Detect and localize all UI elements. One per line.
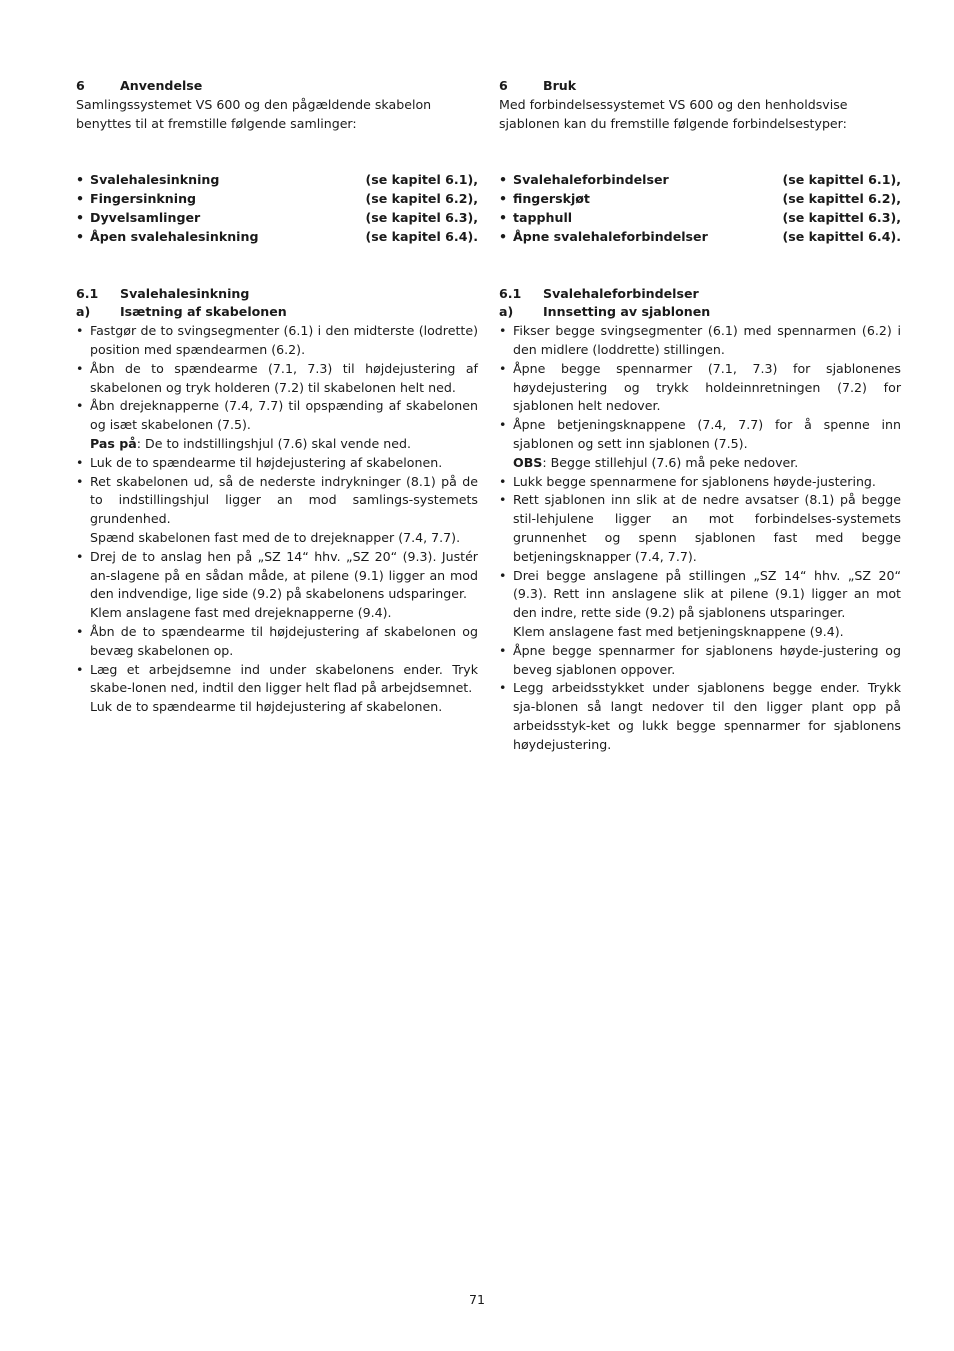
page-number: 71 (468, 1292, 486, 1307)
list-item: • Legg arbeidsstykket under sjablonens begge ender. Trykk sja-blonen så langt nedover til den ligger plant opp på arbeidsstyk-ket og lukk begge spennarmer for sjablonens høydejustering. (499, 679, 901, 754)
list-item: • Drej de to anslag hen på „SZ 14“ hhv. „SZ 20“ (9.3). Justér an-slagene på en sådan måde, at pilene (9.1) ligger an mod den indvendige, lige side (9.2) på skabelonens udsparinger. Klem anslagene fast med drejeknapperne (9.4). (76, 548, 478, 623)
left-column (76, 77, 478, 717)
list-item: • Drei begge anslagene på stillingen „SZ 14“ hhv. „SZ 20“ (9.3). Rett inn anslagene slik at pilene (9.1) ligger an mot den indre, rette side (9.2) på sjablonens utsparinger. Klem anslagene fast med betjeningsknappene (9.4). (499, 567, 901, 642)
section-number: 6 (76, 78, 85, 93)
section-title: Bruk (543, 78, 577, 93)
list-item: • Åpne betjeningsknappene (7.4, 7.7) for å spenne inn sjablonen og sett inn sjablonen (7.5). (499, 416, 901, 454)
note-label: OBS (513, 454, 543, 470)
subsection-heading: 6.1 Svalehaleforbindelser (499, 285, 699, 301)
list-item: • Åpne begge spennarmer (7.1, 7.3) for sjablonenes høydejustering og trykk holdeinnretningen (7.2) for sjablonen helt nedover. (499, 360, 901, 416)
list-item: • Lukk begge spennarmene for sjablonens høyde-justering. (499, 473, 901, 492)
instruction-list (499, 322, 901, 454)
note (76, 435, 478, 454)
note (499, 454, 901, 473)
note-text: : Begge stillehjul (7.6) må peke nedover. (542, 454, 799, 470)
list-item: • Åpen svalehalesinkning (se kapitel 6.4). (76, 228, 478, 244)
section-number: 6 (499, 78, 508, 93)
list-item: • Læg et arbejdsemne ind under skabelonens ender. Tryk skabe-lonen ned, indtil den ligger helt flad på arbejdsemnet. Luk de to spændearme til højdejustering af skabelonen. (76, 661, 478, 717)
list-item: • Luk de to spændearme til højdejustering af skabelonen. (76, 454, 478, 473)
section-heading (499, 77, 901, 96)
list-item: • Åpne svalehaleforbindelser (se kapittel 6.4). (499, 228, 901, 244)
instruction-list (76, 454, 478, 717)
instruction-list (499, 473, 901, 755)
joint-types-list (499, 171, 901, 246)
note-label: Pas på (90, 435, 137, 451)
list-item: • Åbn de to spændearme til højdejustering af skabelonen og bevæg skabelonen op. (76, 623, 478, 661)
subsubsection-heading: a) Innsetting av sjablonen (499, 304, 711, 320)
subsection (499, 285, 901, 755)
subsection (76, 285, 478, 717)
subsubsection-heading: a) Isætning af skabelonen (76, 304, 287, 320)
list-item: • Fikser begge svingsegmenter (6.1) med spennarmen (6.2) i den midlere (loddrette) stillingen. (499, 322, 901, 360)
note-text: : De to indstillingshjul (7.6) skal vende ned. (136, 435, 411, 451)
subsection-heading: 6.1 Svalehalesinkning (76, 285, 250, 301)
joint-types-list (76, 171, 478, 246)
section-heading (76, 77, 478, 96)
instruction-list (76, 322, 478, 435)
list-item: • Dyvelsamlinger (se kapitel 6.3), (76, 209, 478, 225)
list-item: • Åbn drejeknapperne (7.4, 7.7) til opspænding af skabelonen og isæt skabelonen (7.5). (76, 397, 478, 435)
section-title: Anvendelse (120, 78, 203, 93)
list-item: • Fastgør de to svingsegmenter (6.1) i den midterste (lodrette) position med spændearmen (6.2). (76, 322, 478, 360)
intro-paragraph: Samlingssystemet VS 600 og den pågældende skabelon benyttes til at fremstille følgende samlinger: (76, 96, 432, 131)
list-item: • Åpne begge spennarmer for sjablonens høyde-justering og beveg sjablonen oppover. (499, 642, 901, 680)
list-item: • Svalehaleforbindelser (se kapittel 6.1), (499, 172, 901, 188)
list-item: • tapphull (se kapittel 6.3), (499, 209, 901, 225)
list-item: • fingerskjøt (se kapittel 6.2), (499, 191, 901, 207)
list-item: • Fingersinkning (se kapitel 6.2), (76, 191, 478, 207)
list-item: • Svalehalesinkning (se kapitel 6.1), (76, 172, 478, 188)
right-column (499, 77, 901, 755)
intro-paragraph: Med forbindelsessystemet VS 600 og den henholdsvise sjablonen kan du fremstille følgende forbindelsestyper: (499, 96, 848, 131)
list-item: • Åbn de to spændearme (7.1, 7.3) til højdejustering af skabelonen og tryk holderen (7.2) til skabelonen helt ned. (76, 360, 478, 398)
list-item: • Rett sjablonen inn slik at de nedre avsatser (8.1) på begge stil-lehjulene ligger an mot forbindelses-systemets grunnenhet og spenn sjablonen fast med begge betjeningsknapper (7.4, 7.7). (499, 491, 901, 566)
list-item: • Ret skabelonen ud, så de nederste indrykninger (8.1) på de to indstillingshjul ligger an mod samlings-systemets grundenhed. Spænd skabelonen fast med de to drejeknapper (7.4, 7.7). (76, 473, 478, 548)
